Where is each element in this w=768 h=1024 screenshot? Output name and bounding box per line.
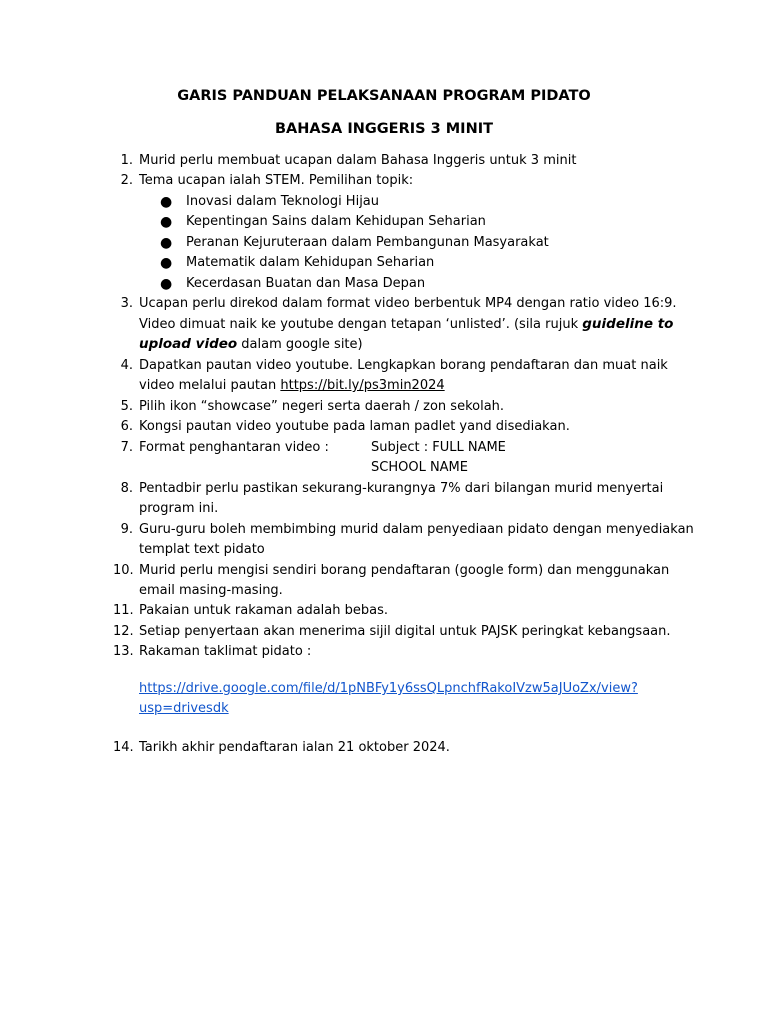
bullet-icon: ● [160,276,173,292]
document-subtitle: BAHASA INGGERIS 3 MINIT [274,121,494,137]
list-item-text: Kongsi pautan video youtube pada laman padlet yand disediakan. [139,419,570,434]
topic-item: Inovasi dalam Teknologi Hijau [186,194,380,209]
bullet-icon: ● [160,194,173,210]
topic-item: Matematik dalam Kehidupan Seharian [186,255,435,270]
list-number: 4. [120,358,133,373]
topic-item: Kepentingan Sains dalam Kehidupan Seharian [186,214,486,229]
list-item-text: Setiap penyertaan akan menerima sijil digital untuk PAJSK peringkat kebangsaan. [139,624,671,639]
briefing-video-link-cont[interactable]: usp=drivesdk [139,701,229,716]
list-item-text: Tarikh akhir pendaftaran ialan 21 oktober 2024. [139,740,450,755]
list-number: 14. [113,740,134,755]
list-item-text: program ini. [139,501,219,516]
guideline-emphasis: upload video [139,336,238,352]
guideline-emphasis: guideline to [582,316,674,332]
list-number: 6. [120,419,133,434]
list-number: 13. [113,644,134,659]
list-number: 11. [113,603,134,618]
list-item-text: Rakaman taklimat pidato : [139,644,312,659]
bullet-icon: ● [160,255,173,271]
document-title: GARIS PANDUAN PELAKSANAAN PROGRAM PIDATO [177,88,591,104]
topic-item: Peranan Kejuruteraan dalam Pembangunan Masyarakat [186,235,549,250]
format-subject: Subject : FULL NAME [371,440,506,455]
list-item-text: Ucapan perlu direkod dalam format video berbentuk MP4 dengan ratio video 16:9. [139,296,677,311]
list-number: 8. [120,481,133,496]
list-item-text: Tema ucapan ialah STEM. Pemilihan topik: [139,173,414,188]
list-item-text: Pakaian untuk rakaman adalah bebas. [139,603,388,618]
list-item-text: email masing-masing. [139,583,283,598]
list-number: 9. [120,522,133,537]
bullet-icon: ● [160,235,173,251]
list-number: 10. [113,563,134,578]
list-item-text: dalam google site) [237,337,363,352]
list-number: 2. [120,173,133,188]
list-number: 3. [120,296,133,311]
list-item-text: Murid perlu mengisi sendiri borang pendaftaran (google form) dan menggunakan [139,563,670,578]
list-item-text: video melalui pautan [139,378,281,393]
list-item-text [139,376,445,396]
list-item-text: Murid perlu membuat ucapan dalam Bahasa Inggeris untuk 3 minit [139,153,577,168]
list-number: 7. [120,440,133,455]
list-item-text [139,314,673,335]
list-item-text: Pentadbir perlu pastikan sekurang-kurangnya 7% dari bilangan murid menyertai [139,481,664,496]
topic-item: Kecerdasan Buatan dan Masa Depan [186,276,426,291]
list-item-text: Guru-guru boleh membimbing murid dalam penyediaan pidato dengan menyediakan [139,522,694,537]
list-item-text: templat text pidato [139,542,265,557]
bullet-icon: ● [160,214,173,230]
list-number: 1. [120,153,133,168]
list-number: 12. [113,624,134,639]
list-item-text: Pilih ikon “showcase” negeri serta daerah / zon sekolah. [139,399,505,414]
list-item-text [139,334,363,355]
registration-link[interactable]: https://bit.ly/ps3min2024 [280,378,445,393]
list-item-text: Dapatkan pautan video youtube. Lengkapkan borang pendaftaran dan muat naik [139,358,668,373]
format-school: SCHOOL NAME [371,460,468,475]
list-item-text: Video dimuat naik ke youtube dengan tetapan ‘unlisted’. (sila rujuk [139,317,583,332]
list-number: 5. [120,399,133,414]
briefing-video-link[interactable]: https://drive.google.com/file/d/1pNBFy1y6ssQLpnchfRakoIVzw5aJUoZx/view? [139,681,638,696]
list-item-text: Format penghantaran video : [139,440,329,455]
